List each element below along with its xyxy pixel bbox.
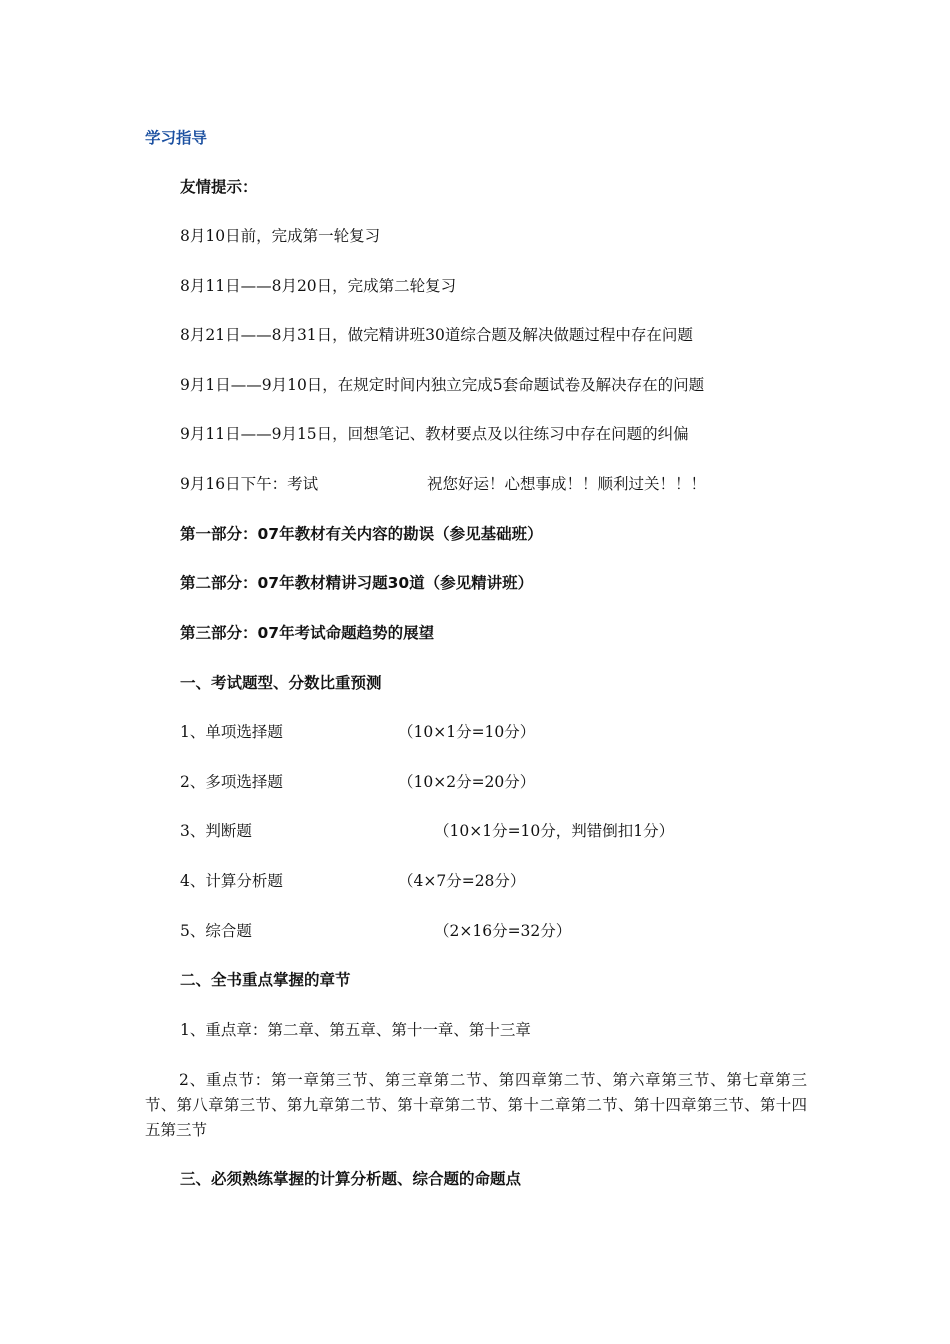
question-type-score: （10×2分=20分） [398, 773, 536, 791]
schedule-item: 8月11日——8月20日，完成第二轮复习 [180, 277, 457, 295]
page-title: 学习指导 [145, 129, 208, 147]
schedule-item: 9月11日——9月15日，回想笔记、教材要点及以往练习中存在问题的纠偏 [180, 425, 689, 443]
exam-wish: 祝您好运！心想事成！！顺利过关！！！ [427, 475, 707, 493]
question-type-label: 1、单项选择题 [180, 723, 283, 741]
part-heading: 第三部分：07年考试命题趋势的展望 [180, 624, 435, 642]
schedule-item: 8月10日前，完成第一轮复习 [180, 227, 381, 245]
question-type-score: （2×16分=32分） [434, 922, 572, 940]
part-heading: 第一部分：07年教材有关内容的勘误（参见基础班） [180, 525, 543, 543]
part-heading: 第二部分：07年教材精讲习题30道（参见精讲班） [180, 574, 534, 592]
section-heading: 三、必须熟练掌握的计算分析题、综合题的命题点 [180, 1170, 522, 1188]
section-heading: 二、全书重点掌握的章节 [180, 971, 351, 989]
schedule-item: 8月21日——8月31日，做完精讲班30道综合题及解决做题过程中存在问题 [180, 326, 693, 344]
question-type-label: 2、多项选择题 [180, 773, 283, 791]
question-type-score: （4×7分=28分） [398, 872, 526, 890]
exam-date: 9月16日下午：考试 [180, 475, 319, 493]
question-type-label: 3、判断题 [180, 822, 252, 840]
tip-heading: 友情提示： [180, 178, 258, 196]
question-type-score: （10×1分=10分，判错倒扣1分） [434, 822, 675, 840]
question-type-label: 5、综合题 [180, 922, 252, 940]
question-type-score: （10×1分=10分） [398, 723, 536, 741]
section-heading: 一、考试题型、分数比重预测 [180, 674, 382, 692]
question-type-label: 4、计算分析题 [180, 872, 283, 890]
key-chapters: 1、重点章：第二章、第五章、第十一章、第十三章 [180, 1021, 531, 1039]
key-sections: 2、重点节：第一章第三节、第三章第二节、第四章第二节、第六章第三节、第七章第三节、第八章第三节、第九章第二节、第十章第二节、第十二章第二节、第十四章第三节、第十四五第三节 [145, 1071, 807, 1139]
schedule-item: 9月1日——9月10日，在规定时间内独立完成5套命题试卷及解决存在的问题 [180, 376, 705, 394]
